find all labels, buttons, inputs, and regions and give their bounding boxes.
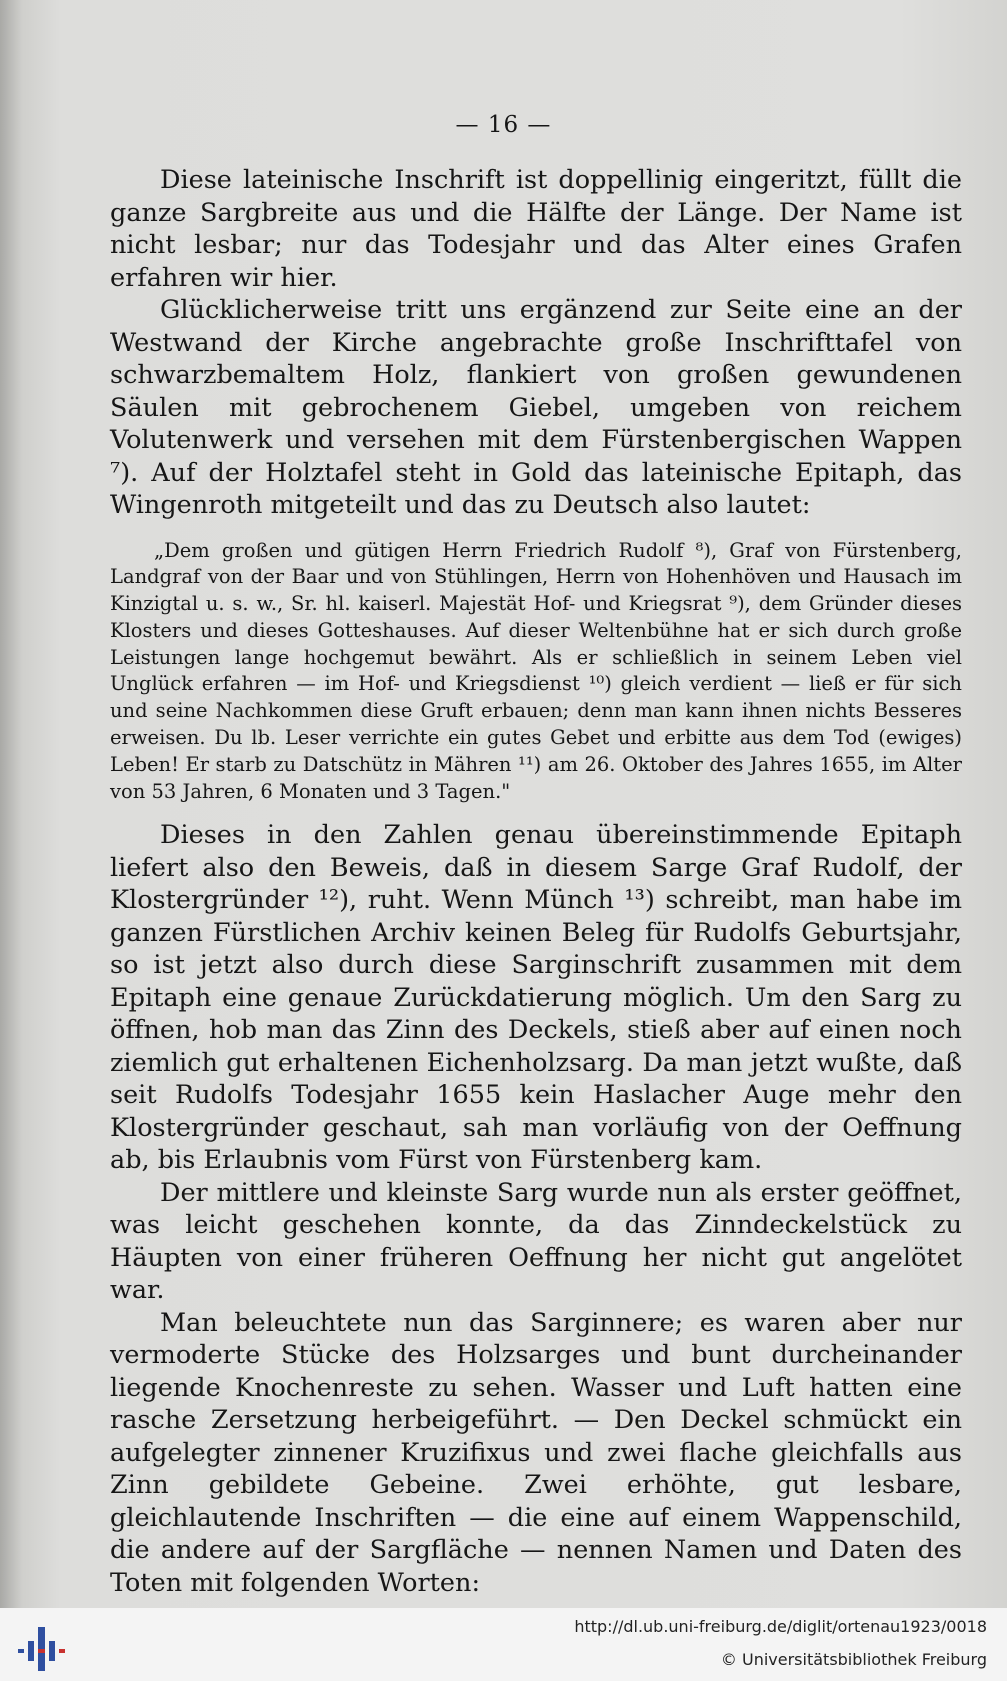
body-text [110, 164, 962, 1599]
page-number: — 16 — [455, 112, 552, 138]
paragraph-4: Der mittlere und kleinste Sarg wurde nun als erster geöffnet, was leicht geschehen konnte, da das Zinndeckelstück zu Häupten von einer früheren Oeffnung her nicht gut angelötet war. [110, 1177, 962, 1306]
epitaph-quote: „Dem großen und gütigen Herrn Friedrich Rudolf ⁸), Graf von Fürstenberg, Landgraf von der Baar und von Stühlingen, Herrn von Hohenhöven und Hausach im Kinzigtal u. s. w., Sr. hl. kaiserl. Majestät Hof- und Kriegsrat ⁹), dem Gründer dieses Klosters und dieses Gotteshauses. Auf dieser Weltenbühne hat er sich durch große Leistungen lange hochgemut bewährt. Als er schließlich in seinem Leben viel Unglück erfahren — im Hof- und Kriegsdienst ¹⁰) gleich verdient — ließ er für sich und seine Nachkommen diese Gruft erbauen; denn man kann ihnen nichts Besseres erweisen. Du lb. Leser verrichte ein gutes Gebet und erbitte aus dem Tod (ewiges) Leben! Er starb zu Datschütz in Mähren ¹¹) am 26. Oktober des Jahres 1655, im Alter von 53 Jahren, 6 Monaten und 3 Tagen." [110, 538, 962, 803]
paragraph-5: Man beleuchtete nun das Sarginnere; es waren aber nur vermoderte Stücke des Holzsarges und bunt durcheinander liegende Knochenreste zu sehen. Wasser und Luft hatten eine rasche Zersetzung herbeigeführt. — Den Deckel schmückt ein aufgelegter zinnener Kruzifixus und zwei flache gleichfalls aus Zinn gebildete Gebeine. Zwei erhöhte, gut lesbare, gleichlautende Inschriften — die eine auf einem Wappenschild, die andere auf der Sargfläche — nennen Namen und Daten des Toten mit folgenden Worten: [110, 1307, 962, 1598]
ub-freiburg-logo-icon [14, 1623, 70, 1675]
paragraph-1: Diese lateinische Inschrift ist doppellinig eingeritzt, füllt die ganze Sargbreite aus und die Hälfte der Länge. Der Name ist nicht lesbar; nur das Todesjahr und das Alter eines Grafen erfahren wir hier. [110, 165, 962, 293]
source-url[interactable]: http://dl.ub.uni-freiburg.de/diglit/ortenau1923/0018 [574, 1617, 987, 1636]
footer-bar [0, 1608, 1007, 1681]
copyright-notice: © Universitätsbibliothek Freiburg [720, 1650, 987, 1669]
paragraph-3: Dieses in den Zahlen genau übereinstimmende Epitaph liefert also den Beweis, daß in diesem Sarge Graf Rudolf, der Klostergründer ¹²), ruht. Wenn Münch ¹³) schreibt, man habe im ganzen Fürstlichen Archiv keinen Beleg für Rudolfs Geburtsjahr, so ist jetzt also durch diese Sarginschrift zusammen mit dem Epitaph eine genaue Zurückdatierung möglich. Um den Sarg zu öffnen, hob man das Zinn des Deckels, stieß aber auf einen noch ziemlich gut erhaltenen Eichenholzsarg. Da man jetzt wußte, daß seit Rudolfs Todesjahr 1655 kein Haslacher Auge mehr den Klostergründer geschaut, sah man vorläufig von der Oeffnung ab, bis Erlaubnis vom Fürst von Fürstenberg kam. [110, 820, 962, 1176]
paragraph-2: Glücklicherweise tritt uns ergänzend zur Seite eine an der Westwand der Kirche angebrachte große Inschrifttafel von schwarzbemaltem Holz, flankiert von großen gewundenen Säulen mit gebrochenem Giebel, umgeben von reichem Volutenwerk und versehen mit dem Fürstenbergischen Wappen ⁷). Auf der Holztafel steht in Gold das lateinische Epitaph, das Wingenroth mitgeteilt und das zu Deutsch also lautet: [110, 295, 962, 520]
